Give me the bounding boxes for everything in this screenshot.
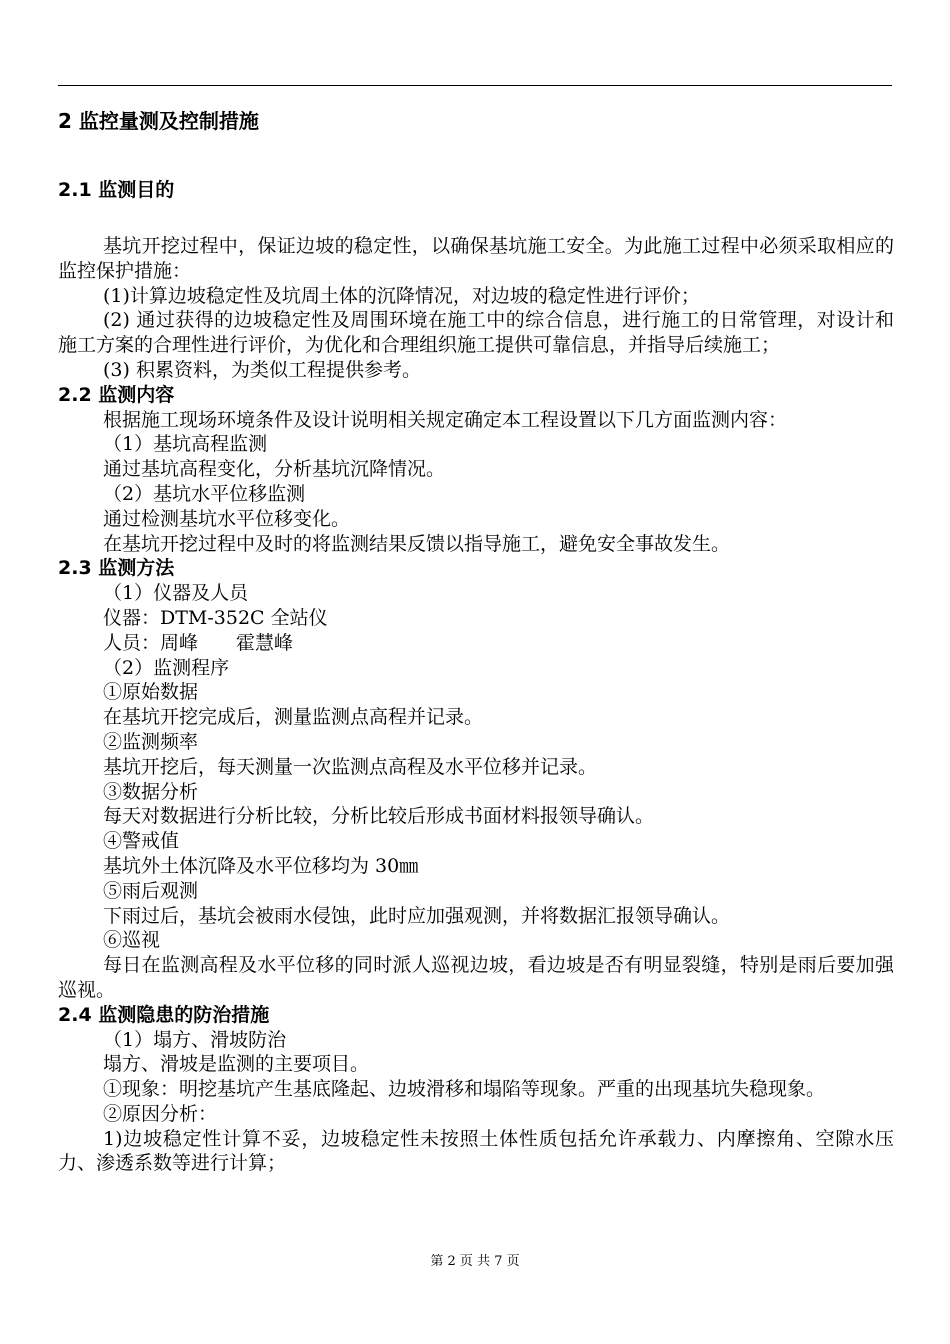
- paragraph: （2）监测程序: [103, 656, 230, 679]
- paragraph: 下雨过后，基坑会被雨水侵蚀，此时应加强观测，并将数据汇报领导确认。: [103, 904, 731, 927]
- paragraph: ⑤雨后观测: [103, 879, 199, 902]
- list-item: (3) 积累资料，为类似工程提供参考。: [103, 358, 421, 381]
- paragraph: ④警戒值: [103, 830, 180, 853]
- paragraph: 根据施工现场环境条件及设计说明相关规定确定本工程设置以下几方面监测内容：: [103, 408, 788, 431]
- header-rule: [58, 85, 892, 86]
- paragraph: （1）塌方、滑坡防治: [103, 1028, 287, 1051]
- paragraph: 仪器：DTM-352C 全站仪: [103, 606, 328, 629]
- paragraph: ①现象：明挖基坑产生基底隆起、边坡滑移和塌陷等现象。严重的出现基坑失稳现象。: [103, 1078, 826, 1101]
- paragraph: 基坑外土体沉降及水平位移均为 30㎜: [103, 854, 419, 877]
- list-item: (2) 通过获得的边坡稳定性及周围环境在施工中的综合信息，进行施工的日常管理，对设计和施工方案的合理性进行评价，为优化和合理组织施工提供可靠信息，并指导后续施工；: [58, 309, 894, 357]
- paragraph: 人员：周峰 霍慧峰: [103, 631, 294, 654]
- paragraph: ②原因分析：: [103, 1102, 218, 1125]
- document-body: [58, 234, 894, 1176]
- paragraph: 通过检测基坑水平位移变化。: [103, 507, 351, 530]
- paragraph: 每日在监测高程及水平位移的同时派人巡视边坡，看边坡是否有明显裂缝，特别是雨后要加强巡视。: [58, 954, 894, 1001]
- section-2-1-title: 2.1 监测目的: [58, 179, 175, 201]
- paragraph: 1)边坡稳定性计算不妥，边坡稳定性未按照土体性质包括允许承载力、内摩擦角、空隙水压力、渗透系数等进行计算；: [58, 1127, 894, 1175]
- paragraph: 在基坑开挖过程中及时的将监测结果反馈以指导施工，避免安全事故发生。: [103, 532, 731, 555]
- section-2-3-title: 2.3 监测方法: [58, 557, 175, 580]
- section-2-4-title: 2.4 监测隐患的防治措施: [58, 1003, 270, 1026]
- paragraph: ⑥巡视: [103, 929, 161, 952]
- paragraph: （2）基坑水平位移监测: [103, 482, 306, 505]
- paragraph: 基坑开挖后，每天测量一次监测点高程及水平位移并记录。: [103, 755, 598, 778]
- chapter-heading: 2 监控量测及控制措施: [58, 109, 259, 133]
- paragraph: （1）仪器及人员: [103, 582, 249, 605]
- paragraph: （1）基坑高程监测: [103, 433, 268, 456]
- page-number-footer: 第 2 页 共 7 页: [430, 1254, 520, 1269]
- section-2-2-title: 2.2 监测内容: [58, 383, 175, 406]
- paragraph: ①原始数据: [103, 681, 199, 704]
- paragraph: 通过基坑高程变化，分析基坑沉降情况。: [103, 458, 446, 481]
- paragraph: ③数据分析: [103, 780, 199, 803]
- paragraph: 在基坑开挖完成后，测量监测点高程并记录。: [103, 706, 484, 729]
- paragraph: 每天对数据进行分析比较，分析比较后形成书面材料报领导确认。: [103, 805, 655, 828]
- paragraph: 基坑开挖过程中，保证边坡的稳定性，以确保基坑施工安全。为此施工过程中必须采取相应的监控保护措施：: [58, 235, 894, 282]
- paragraph: 塌方、滑坡是监测的主要项目。: [103, 1053, 370, 1076]
- list-item: (1)计算边坡稳定性及坑周土体的沉降情况，对边坡的稳定性进行评价；: [103, 284, 700, 307]
- paragraph: ②监测频率: [103, 730, 199, 753]
